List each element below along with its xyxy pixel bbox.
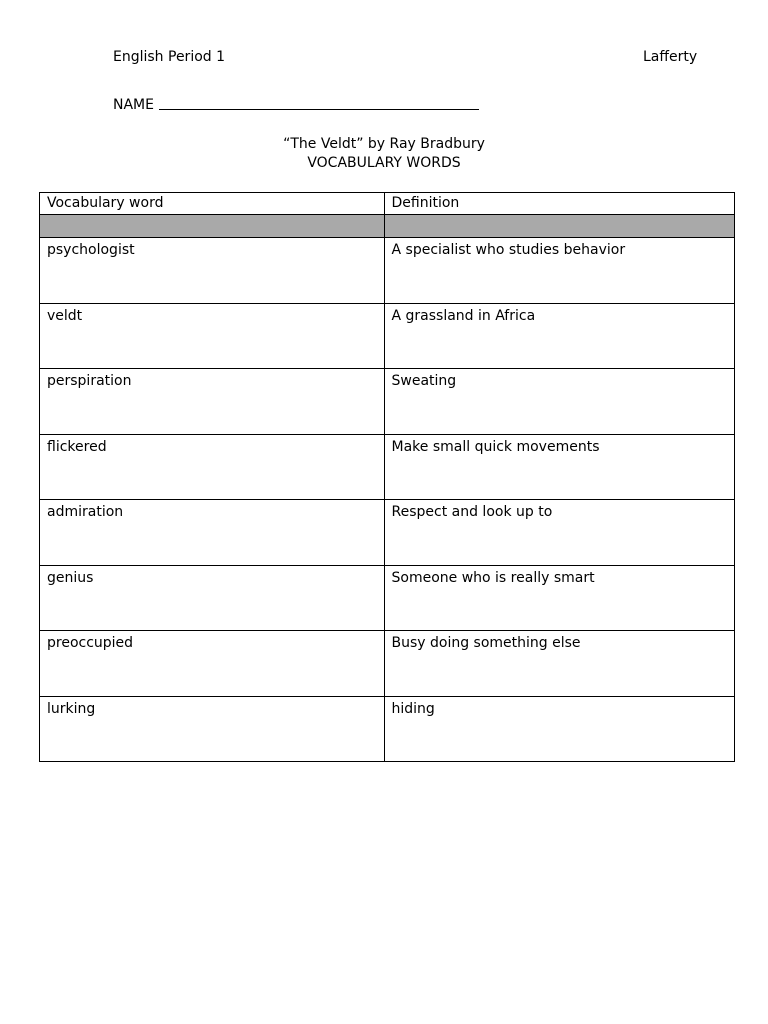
worksheet-title — [0, 135, 768, 173]
table-row — [40, 303, 735, 369]
separator-row — [40, 215, 735, 238]
name-field — [113, 95, 479, 113]
vocab-word-cell: flickered — [40, 434, 385, 500]
header-vocabulary-word: Vocabulary word — [40, 193, 385, 215]
vocab-word-cell: admiration — [40, 500, 385, 566]
table-header-row — [40, 193, 735, 215]
vocab-word-cell: veldt — [40, 303, 385, 369]
vocab-word-cell: psychologist — [40, 238, 385, 304]
vocabulary-table — [39, 192, 735, 762]
definition-cell: Respect and look up to — [384, 500, 735, 566]
definition-cell: Make small quick movements — [384, 434, 735, 500]
vocab-word-cell: preoccupied — [40, 631, 385, 697]
separator-cell — [384, 215, 735, 238]
story-title: “The Veldt” by Ray Bradbury — [283, 136, 485, 152]
name-label: NAME — [113, 97, 154, 113]
definition-cell: A specialist who studies behavior — [384, 238, 735, 304]
vocab-word-cell: lurking — [40, 696, 385, 762]
definition-cell: Sweating — [384, 369, 735, 435]
separator-cell — [40, 215, 385, 238]
table-row — [40, 434, 735, 500]
definition-cell: A grassland in Africa — [384, 303, 735, 369]
header-definition: Definition — [384, 193, 735, 215]
name-blank-line — [159, 95, 479, 110]
table-row — [40, 369, 735, 435]
teacher-name: Lafferty — [643, 49, 698, 65]
table-row — [40, 238, 735, 304]
course-label: English Period 1 — [113, 49, 226, 65]
worksheet-subtitle: VOCABULARY WORDS — [307, 155, 461, 171]
definition-cell: Someone who is really smart — [384, 565, 735, 631]
definition-cell: hiding — [384, 696, 735, 762]
table-row — [40, 565, 735, 631]
definition-cell: Busy doing something else — [384, 631, 735, 697]
vocab-word-cell: genius — [40, 565, 385, 631]
table-row — [40, 696, 735, 762]
table-row — [40, 631, 735, 697]
table-row — [40, 500, 735, 566]
vocab-word-cell: perspiration — [40, 369, 385, 435]
